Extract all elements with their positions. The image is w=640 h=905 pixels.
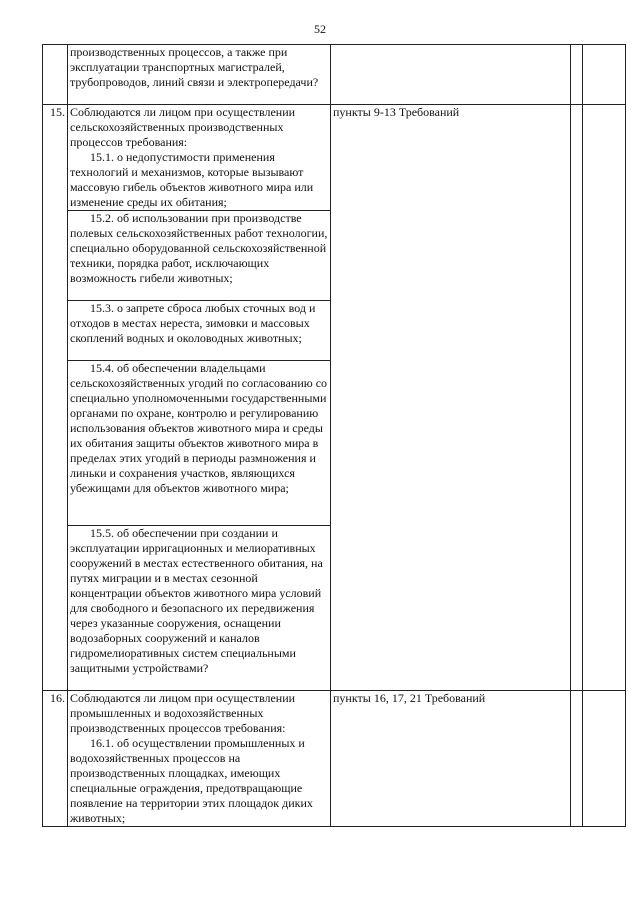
requirement-text — [68, 45, 331, 105]
empty-cell — [571, 105, 583, 691]
empty-cell — [571, 45, 583, 105]
sub-requirement-16-1: 16.1. об осуществлении промышленных и водохозяйственных процессов на производственных площадках, имеющих специальные ограждения, предотвращающие появление на территории этих площадок диких животных; — [70, 736, 313, 825]
sub-requirement-15-2: 15.2. об использовании при производстве полевых сельскохозяйственных работ технологии, специально оборудованной сельскохозяйственной техники, порядка работ, исключающих возможность гибели животных; — [68, 211, 331, 301]
requirement-text — [68, 691, 331, 827]
empty-cell — [583, 45, 626, 105]
sub-requirement-15-1: 15.1. о недопустимости применения технологий и механизмов, которые вызывают массовую гибель объектов животного мира или изменение среды их обитания; — [70, 150, 314, 209]
requirement-text-content: производственных процессов, а также при эксплуатации транспортных магистралей, трубопроводов, линий связи и электропередачи? — [70, 45, 319, 89]
sub-requirement-15-3: 15.3. о запрете сброса любых сточных вод и отходов в местах нереста, зимовки и массовых скоплений водных и околоводных животных; — [68, 301, 331, 361]
table-row — [43, 45, 626, 105]
empty-cell — [583, 691, 626, 827]
reference-cell: пункты 9-13 Требований — [331, 105, 571, 691]
table-row — [43, 691, 626, 827]
empty-cell — [571, 691, 583, 827]
row-number-cell — [43, 45, 68, 105]
requirement-question: Соблюдаются ли лицом при осуществлении сельскохозяйственных производственных процессов требования: — [70, 105, 296, 149]
empty-cell — [583, 105, 626, 691]
requirement-text — [68, 105, 331, 211]
table-row — [43, 105, 626, 211]
row-number-cell: 16. — [43, 691, 68, 827]
requirements-table — [42, 44, 626, 827]
row-number-cell: 15. — [43, 105, 68, 691]
reference-cell — [331, 45, 571, 105]
page-number: 52 — [314, 22, 326, 36]
requirement-question: Соблюдаются ли лицом при осуществлении промышленных и водохозяйственных производственных процессов требования: — [70, 691, 296, 735]
sub-requirement-15-4: 15.4. об обеспечении владельцами сельскохозяйственных угодий по согласованию со специально уполномоченными государственными органами по охране, контролю и регулированию использования объектов животного мира и среды их обитания защиты объектов животного мира в пределах этих угодий в периоды размножения и линьки и сохранения участков, являющихся убежищами для объектов животного мира; — [68, 361, 331, 526]
sub-requirement-15-5: 15.5. об обеспечении при создании и эксплуатации ирригационных и мелиоративных сооружений в местах естественного обитания, на путях миграции и в местах сезонной концентрации объектов животного мира условий для свободного и безопасного их передвижения через указанные сооружения, оснащении водозаборных сооружений и каналов гидромелиоративных систем специальными защитными устройствами? — [68, 526, 331, 691]
reference-cell: пункты 16, 17, 21 Требований — [331, 691, 571, 827]
